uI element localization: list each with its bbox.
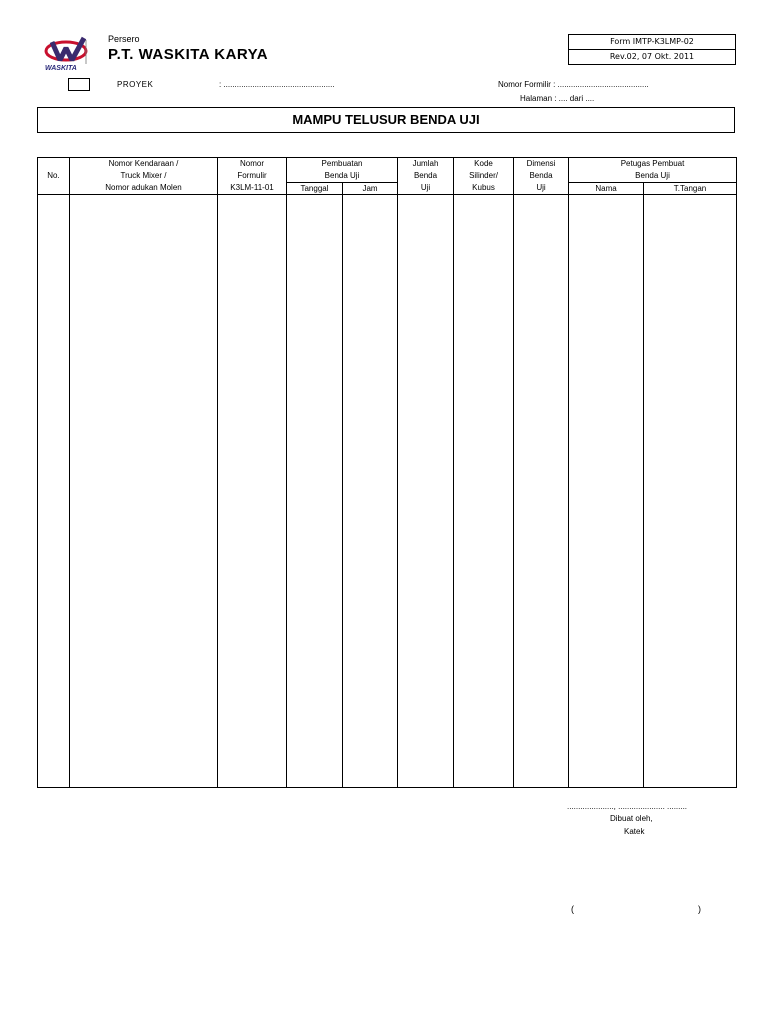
cell-kendaraan[interactable] (70, 195, 218, 788)
revision: Rev.02, 07 Okt. 2011 (569, 49, 735, 64)
header-jam: Jam (343, 183, 398, 195)
table-row (38, 195, 737, 788)
header-nama: Nama (569, 183, 644, 195)
cell-dimensi[interactable] (514, 195, 569, 788)
cell-jumlah[interactable] (398, 195, 454, 788)
halaman-field[interactable]: Halaman : .... dari .... (520, 94, 595, 103)
cell-nama[interactable] (569, 195, 644, 788)
cell-ttangan[interactable] (644, 195, 737, 788)
form-code: Form IMTP-K3LMP-02 (610, 37, 694, 46)
cell-tanggal[interactable] (287, 195, 343, 788)
dibuat-oleh-label: Dibuat oleh, (610, 814, 653, 823)
place-date-field[interactable]: ....................., ..................... ......... (567, 802, 688, 811)
header-no: No. (38, 158, 70, 195)
benda-uji-table (37, 157, 737, 788)
form-code-box (568, 34, 736, 65)
header-tanggal: Tanggal (287, 183, 343, 195)
header-pembuatan: Pembuatan Benda Uji (287, 158, 398, 183)
header-jumlah: Jumlah Benda Uji (398, 158, 454, 195)
header-kendaraan: Nomor Kendaraan / Truck Mixer / Nomor adukan Molen (70, 158, 218, 195)
cell-no[interactable] (38, 195, 70, 788)
role-label: Katek (624, 827, 645, 836)
svg-text:WASKITA: WASKITA (45, 65, 77, 72)
persero-label: Persero (108, 34, 140, 44)
signature-close-paren: ) (698, 904, 701, 914)
proyek-label: PROYEK (117, 80, 154, 89)
cell-formulir[interactable] (218, 195, 287, 788)
company-name: P.T. WASKITA KARYA (108, 46, 269, 63)
nomor-formilir-field[interactable]: Nomor Formilir : ......................................... (498, 80, 649, 89)
checkbox[interactable] (68, 78, 90, 91)
header-petugas: Petugas Pembuat Benda Uji (569, 158, 737, 183)
cell-kode[interactable] (454, 195, 514, 788)
header-formulir: Nomor Formulir K3LM-11-01 (218, 158, 287, 195)
cell-jam[interactable] (343, 195, 398, 788)
proyek-field[interactable]: : .................................................. (219, 80, 335, 89)
header-kode: Kode Silinder/ Kubus (454, 158, 514, 195)
header-ttangan: T.Tangan (644, 183, 737, 195)
signature-open-paren: ( (571, 904, 574, 914)
page-title: MAMPU TELUSUR BENDA UJI (37, 107, 735, 133)
waskita-logo (44, 36, 96, 72)
header-dimensi: Dimensi Benda Uji (514, 158, 569, 195)
